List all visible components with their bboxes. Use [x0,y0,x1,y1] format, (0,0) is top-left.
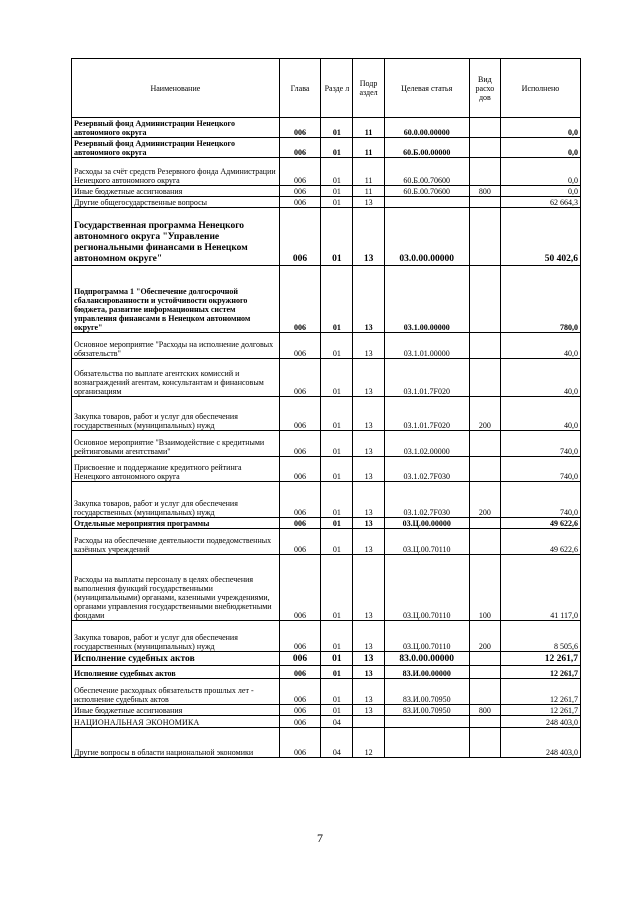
row-subsection: 13 [353,333,384,359]
row-name: Закупка товаров, работ и услуг для обеспечения государственных (муниципальных) нужд [72,397,280,431]
row-target: 03.1.01.7F020 [384,397,469,431]
row-section: 01 [321,679,353,705]
row-amount: 780,0 [500,266,580,333]
row-type: 800 [469,186,500,197]
row-section: 01 [321,186,353,197]
row-target: 03.0.00.00000 [384,208,469,266]
row-section: 01 [321,197,353,208]
budget-table [71,58,581,758]
row-amount: 248 403,0 [500,716,580,728]
row-chapter: 006 [279,208,321,266]
row-chapter: 006 [279,482,321,518]
table-row [72,138,581,158]
row-chapter: 006 [279,728,321,758]
table-row [72,705,581,716]
row-target [384,197,469,208]
row-chapter: 006 [279,397,321,431]
row-target: 60.Б.00.70600 [384,186,469,197]
row-type [469,666,500,679]
row-subsection: 13 [353,518,384,529]
row-chapter: 006 [279,457,321,482]
row-subsection: 12 [353,728,384,758]
row-subsection: 13 [353,457,384,482]
row-target: 83.И.00.70950 [384,705,469,716]
table-row [72,397,581,431]
row-subsection: 13 [353,266,384,333]
row-type: 100 [469,555,500,621]
row-amount: 12 261,7 [500,652,580,666]
row-chapter: 006 [279,158,321,186]
row-amount: 0,0 [500,138,580,158]
row-name: Отдельные мероприятия программы [72,518,280,529]
table-row [72,728,581,758]
row-chapter: 006 [279,266,321,333]
row-chapter: 006 [279,529,321,555]
row-type [469,118,500,138]
header-subsection: Подр аздел [353,59,384,118]
row-target: 83.И.00.70950 [384,679,469,705]
row-amount: 49 622,6 [500,529,580,555]
row-type [469,197,500,208]
row-subsection: 13 [353,529,384,555]
row-chapter: 006 [279,359,321,397]
row-subsection: 11 [353,118,384,138]
row-section: 04 [321,728,353,758]
row-name: Основное мероприятие "Расходы на исполнение долговых обязательств" [72,333,280,359]
header-executed: Исполнено [500,59,580,118]
table-row [72,529,581,555]
row-amount: 62 664,3 [500,197,580,208]
row-section: 01 [321,457,353,482]
row-subsection: 11 [353,186,384,197]
row-target: 83.И.00.00000 [384,666,469,679]
row-section: 01 [321,118,353,138]
row-name: Основное мероприятие "Взаимодействие с кредитными рейтинговыми агентствами" [72,431,280,457]
row-subsection: 13 [353,482,384,518]
row-amount: 740,0 [500,482,580,518]
row-name: Обеспечение расходных обязательств прошлых лет - исполнение судебных актов [72,679,280,705]
row-amount: 40,0 [500,359,580,397]
row-target: 03.1.01.7F020 [384,359,469,397]
header-expense-type: Вид расхо дов [469,59,500,118]
table-row [72,333,581,359]
row-subsection: 13 [353,666,384,679]
row-section: 01 [321,555,353,621]
row-target: 03.Ц.00.70110 [384,621,469,652]
row-subsection: 13 [353,397,384,431]
row-name: Обязательства по выплате агентских комиссий и вознаграждений агентам, консультантам и финансовым организациям [72,359,280,397]
row-subsection: 13 [353,359,384,397]
row-subsection: 13 [353,555,384,621]
row-type [469,138,500,158]
row-name: Резервный фонд Администрации Ненецкого автономного округа [72,118,280,138]
page-number: 7 [317,831,323,845]
table-row [72,679,581,705]
row-section: 01 [321,621,353,652]
header-name: Наименование [72,59,280,118]
table-row [72,431,581,457]
row-target [384,716,469,728]
header-target: Целевая статья [384,59,469,118]
row-amount: 40,0 [500,333,580,359]
table-row [72,621,581,652]
row-chapter: 006 [279,186,321,197]
row-chapter: 006 [279,518,321,529]
row-name: Резервный фонд Администрации Ненецкого автономного округа [72,138,280,158]
table-row [72,518,581,529]
row-amount: 0,0 [500,158,580,186]
header-row [72,59,581,118]
row-target: 83.0.00.00000 [384,652,469,666]
table-row [72,457,581,482]
table-row [72,266,581,333]
row-name: Другие вопросы в области национальной экономики [72,728,280,758]
row-type: 800 [469,705,500,716]
row-name: Исполнение судебных актов [72,666,280,679]
row-target: 03.1.02.7F030 [384,457,469,482]
row-target: 03.Ц.00.70110 [384,555,469,621]
row-subsection: 11 [353,138,384,158]
row-subsection [353,716,384,728]
row-amount: 248 403,0 [500,728,580,758]
row-type [469,359,500,397]
row-subsection: 11 [353,158,384,186]
row-subsection: 13 [353,679,384,705]
row-name: Иные бюджетные ассигнования [72,186,280,197]
row-subsection: 13 [353,652,384,666]
row-type: 200 [469,397,500,431]
row-subsection: 13 [353,208,384,266]
row-name: НАЦИОНАЛЬНАЯ ЭКОНОМИКА [72,716,280,728]
row-section: 04 [321,716,353,728]
row-type [469,679,500,705]
row-section: 01 [321,266,353,333]
row-target: 03.Ц.00.70110 [384,529,469,555]
row-amount: 50 402,6 [500,208,580,266]
row-section: 01 [321,333,353,359]
row-section: 01 [321,518,353,529]
row-type [469,457,500,482]
row-target: 03.Ц.00.00000 [384,518,469,529]
row-amount: 40,0 [500,397,580,431]
row-name: Государственная программа Ненецкого автономного округа "Управление региональными финансами в Ненецком автономном округе" [72,208,280,266]
row-section: 01 [321,652,353,666]
row-name: Закупка товаров, работ и услуг для обеспечения государственных (муниципальных) нужд [72,621,280,652]
row-chapter: 006 [279,138,321,158]
row-chapter: 006 [279,333,321,359]
row-section: 01 [321,208,353,266]
table-row [72,555,581,621]
row-chapter: 006 [279,716,321,728]
row-amount: 12 261,7 [500,705,580,716]
row-subsection: 13 [353,621,384,652]
row-section: 01 [321,482,353,518]
table-row [72,652,581,666]
row-target: 03.1.01.00000 [384,333,469,359]
row-target: 60.Б.00.00000 [384,138,469,158]
table-row [72,716,581,728]
row-amount: 12 261,7 [500,666,580,679]
row-subsection: 13 [353,431,384,457]
row-target: 03.1.02.7F030 [384,482,469,518]
header-section: Разде л [321,59,353,118]
row-type [469,333,500,359]
row-type: 200 [469,621,500,652]
row-target [384,728,469,758]
row-amount: 0,0 [500,186,580,197]
row-type [469,529,500,555]
row-name: Иные бюджетные ассигнования [72,705,280,716]
row-target: 60.0.00.00000 [384,118,469,138]
row-subsection: 13 [353,705,384,716]
table-row [72,118,581,138]
table-row [72,197,581,208]
row-type [469,158,500,186]
row-section: 01 [321,359,353,397]
row-type [469,431,500,457]
row-section: 01 [321,158,353,186]
row-name: Подпрограмма 1 "Обеспечение долгосрочной сбалансированности и устойчивости окружного бюджета, развитие информационных систем управления финансами в Ненецком автономном округе" [72,266,280,333]
row-chapter: 006 [279,666,321,679]
row-section: 01 [321,529,353,555]
row-target: 60.Б.00.70600 [384,158,469,186]
row-subsection: 13 [353,197,384,208]
row-amount: 0,0 [500,118,580,138]
row-chapter: 006 [279,197,321,208]
row-name: Другие общегосударственные вопросы [72,197,280,208]
row-target: 03.1.02.00000 [384,431,469,457]
row-chapter: 006 [279,431,321,457]
row-amount: 12 261,7 [500,679,580,705]
row-name: Расходы на обеспечение деятельности подведомственных казённых учреждений [72,529,280,555]
table-row [72,186,581,197]
table-row [72,482,581,518]
row-name: Расходы за счёт средств Резервного фонда Администрации Ненецкого автономного округа [72,158,280,186]
row-type [469,728,500,758]
row-amount: 740,0 [500,457,580,482]
row-section: 01 [321,705,353,716]
row-name: Присвоение и поддержание кредитного рейтинга Ненецкого автономного округа [72,457,280,482]
row-type [469,266,500,333]
row-type [469,716,500,728]
row-section: 01 [321,431,353,457]
row-name: Исполнение судебных актов [72,652,280,666]
row-type [469,208,500,266]
row-amount: 740,0 [500,431,580,457]
table-row [72,208,581,266]
row-chapter: 006 [279,118,321,138]
row-amount: 41 117,0 [500,555,580,621]
row-section: 01 [321,666,353,679]
table-row [72,359,581,397]
row-section: 01 [321,397,353,431]
row-chapter: 006 [279,555,321,621]
row-chapter: 006 [279,621,321,652]
row-chapter: 006 [279,652,321,666]
row-chapter: 006 [279,679,321,705]
row-chapter: 006 [279,705,321,716]
row-type [469,652,500,666]
row-amount: 49 622,6 [500,518,580,529]
row-section: 01 [321,138,353,158]
row-target: 03.1.00.00000 [384,266,469,333]
header-chapter: Глава [279,59,321,118]
row-type [469,518,500,529]
row-name: Закупка товаров, работ и услуг для обеспечения государственных (муниципальных) нужд [72,482,280,518]
row-amount: 8 505,6 [500,621,580,652]
table-row [72,158,581,186]
row-type: 200 [469,482,500,518]
table-row [72,666,581,679]
row-name: Расходы на выплаты персоналу в целях обеспечения выполнения функций государственными (муниципальными) органами, казенными учреждениями, органами управления государственными внебюджетными фондами [72,555,280,621]
